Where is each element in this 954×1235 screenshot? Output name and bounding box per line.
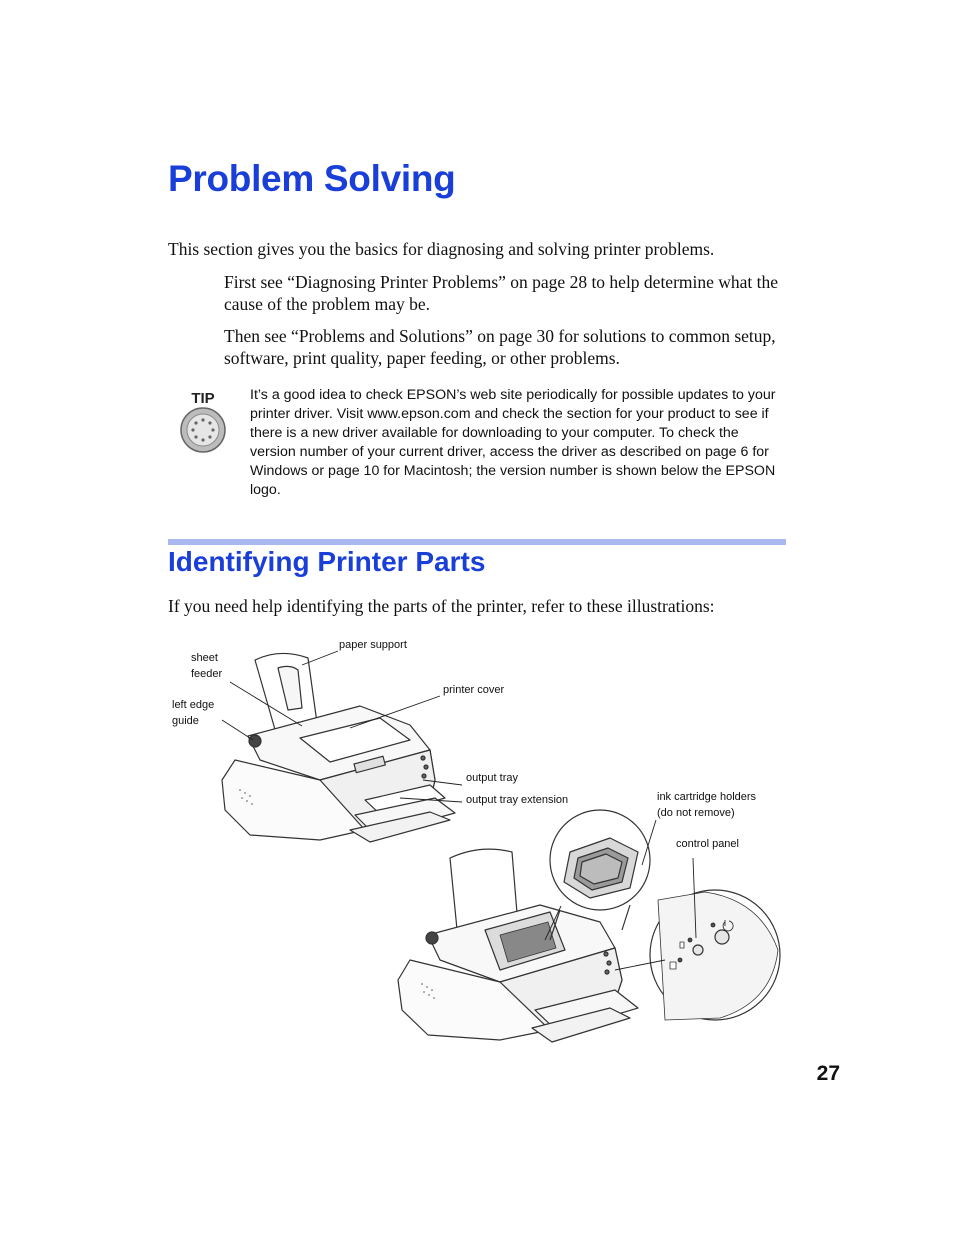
intro-paragraph: This section gives you the basics for diagnosing and solving printer problems.	[168, 239, 715, 259]
printer-front-illustration	[222, 653, 455, 842]
control-panel-zoom-illustration	[650, 890, 780, 1020]
tip-badge-icon	[176, 386, 230, 458]
section-rule	[168, 539, 786, 545]
sheet-feeder-label: sheet feeder	[191, 652, 223, 680]
output-tray-label: output tray	[466, 772, 518, 784]
printer-cover-label: printer cover	[443, 684, 505, 696]
paper-support-label: paper support	[339, 639, 407, 651]
output-tray-extension-label: output tray extension	[466, 794, 569, 806]
parts-intro-paragraph: If you need help identifying the parts of the printer, refer to these illustrations:	[168, 596, 715, 616]
page-number: 27	[816, 1062, 840, 1085]
ink-cartridge-holders-label: ink cartridge holders (do not remove)	[657, 791, 757, 819]
left-edge-guide-label: left edge guide	[172, 699, 215, 727]
section-title: Identifying Printer Parts	[168, 546, 486, 577]
page-title: Problem Solving	[168, 158, 456, 199]
control-panel-label: control panel	[676, 838, 739, 850]
tip-text: It’s a good idea to check EPSON’s web site periodically for possible updates to your printer driver. Visit www.epson.com and check the section for your product to see if there is a new driver available for downloading to your computer. To check the version number of your current driver, access the driver as described on page 6 for Windows or page 10 for Macintosh; the version number is shown below the EPSON logo.	[250, 387, 776, 498]
tip-badge-label: TIP	[191, 390, 215, 407]
solutions-paragraph: Then see “Problems and Solutions” on page 30 for solutions to common setup, software, print quality, paper feeding, or other problems.	[224, 326, 776, 368]
diagnosing-paragraph: First see “Diagnosing Printer Problems” on page 28 to help determine what the cause of the problem may be.	[224, 272, 779, 314]
